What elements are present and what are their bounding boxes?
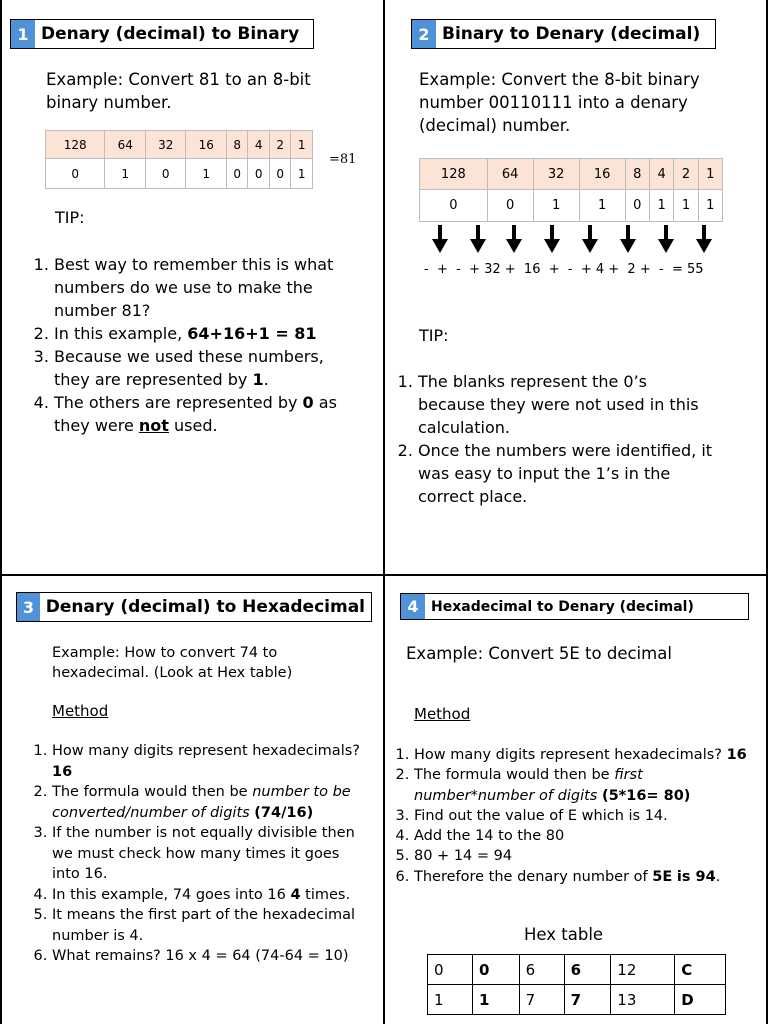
hex-cell: 7 <box>564 985 611 1015</box>
step-text: How many digits represent hexadecimals? <box>52 743 360 759</box>
section-2-bit-table <box>419 158 723 222</box>
step-text: Find out the value of E which is 14. <box>414 807 668 824</box>
section-3-steps <box>30 741 370 967</box>
place-value-cell: 64 <box>105 131 146 159</box>
tip-text: Because we used these numbers, they are represented by <box>54 347 324 389</box>
step-text: It means the first part of the hexadecimal number is 4. <box>52 907 356 944</box>
place-value-cell: 128 <box>420 159 488 190</box>
step-item <box>52 741 370 782</box>
tip-bold: 1 <box>252 370 264 389</box>
down-arrow-icon <box>432 225 448 253</box>
section-4-example: Example: Convert 5E to decimal <box>406 644 672 663</box>
section-4-header <box>400 593 749 620</box>
step-item <box>52 946 370 967</box>
section-2-number: 2 <box>412 20 436 48</box>
section-3-method-label: Method <box>52 702 109 720</box>
hex-cell: 0 <box>472 955 519 985</box>
place-value-cell: 8 <box>226 131 247 159</box>
section-1-bit-table <box>45 130 313 189</box>
hex-cell: 1 <box>472 985 519 1015</box>
step-text: If the number is not equally divisible then we must check how many times it goes into 16. <box>52 825 355 882</box>
step-item <box>414 806 754 826</box>
section-1-title: Denary (decimal) to Binary <box>41 24 300 44</box>
tip-item <box>54 345 342 391</box>
place-value-cell: 16 <box>579 159 625 190</box>
hex-cell: 1 <box>428 985 473 1015</box>
section-1-number: 1 <box>11 20 35 48</box>
step-bold: 16 <box>726 747 747 763</box>
place-value-cell: 128 <box>46 131 105 159</box>
tip-bold: 0 <box>302 393 314 412</box>
tip-text: Once the numbers were identified, it was easy to input the 1’s in the correct place. <box>418 441 713 506</box>
tip-text: . <box>263 370 269 389</box>
step-item <box>414 867 754 887</box>
step-text: How many digits represent hexadecimals? <box>414 747 727 763</box>
step-bold: (74/16) <box>254 804 314 821</box>
bit-row <box>46 159 313 189</box>
step-item <box>52 885 370 906</box>
step-text: Therefore the denary number of <box>414 868 653 885</box>
place-value-cell: 64 <box>487 159 533 190</box>
bit-cell: 0 <box>248 159 269 189</box>
tip-text: used. <box>168 416 218 435</box>
down-arrow-icon <box>582 225 598 253</box>
section-2-tip-label: TIP: <box>419 326 449 345</box>
place-value-cell: 4 <box>248 131 269 159</box>
bit-cell: 0 <box>487 190 533 222</box>
hex-cell: 6 <box>564 955 611 985</box>
hex-cell: 7 <box>519 985 564 1015</box>
bit-cell: 1 <box>105 159 146 189</box>
section-2-example: Example: Convert the 8-bit binary number 00110111 into a denary (decimal) number. <box>419 70 700 135</box>
section-1-header <box>10 19 314 49</box>
bit-cell: 1 <box>698 190 722 222</box>
place-value-cell: 1 <box>291 131 313 159</box>
bit-cell: 1 <box>533 190 579 222</box>
tip-text: as they were <box>54 393 337 435</box>
section-4-title: Hexadecimal to Denary (decimal) <box>431 598 694 615</box>
hex-table <box>427 954 726 1015</box>
bit-cell: 0 <box>625 190 649 222</box>
step-bold: 4 <box>290 886 301 903</box>
place-value-cell: 2 <box>674 159 698 190</box>
section-4-steps <box>392 745 754 887</box>
place-value-cell: 1 <box>698 159 722 190</box>
step-item <box>414 826 754 846</box>
section-2-sum-line: - + - + 32 + 16 + - + 4 + 2 + - = 55 <box>424 262 704 277</box>
bit-cell: 1 <box>579 190 625 222</box>
section-1-example: Example: Convert 81 to an 8-bit binary number. <box>46 70 311 112</box>
step-bold: 5E <box>652 868 673 885</box>
section-4-number: 4 <box>401 594 425 619</box>
step-bold: is 94 <box>676 868 716 885</box>
place-value-row <box>46 131 313 159</box>
step-italic: first number*number of digits <box>414 767 643 804</box>
step-text: Add the 14 to the 80 <box>414 828 565 845</box>
step-text: times. <box>300 886 351 903</box>
tip-text: The others are represented by <box>54 393 303 412</box>
place-value-cell: 32 <box>533 159 579 190</box>
bit-cell: 1 <box>186 159 227 189</box>
section-1-result: =81 <box>329 152 357 167</box>
step-italic: number to be converted/number of digits <box>52 784 351 821</box>
section-3-number: 3 <box>17 593 40 621</box>
place-value-row <box>420 159 723 190</box>
bit-cell: 1 <box>674 190 698 222</box>
hex-cell: 12 <box>611 955 675 985</box>
down-arrow-icon <box>506 225 522 253</box>
place-value-cell: 4 <box>649 159 673 190</box>
down-arrow-icon <box>544 225 560 253</box>
tip-item <box>418 370 716 439</box>
step-item <box>52 905 370 946</box>
hex-cell: 6 <box>519 955 564 985</box>
bit-cell: 1 <box>649 190 673 222</box>
section-1-tips <box>32 253 342 437</box>
tip-text: Best way to remember this is what numbers do we use to make the number 81? <box>54 255 334 320</box>
place-value-cell: 2 <box>269 131 290 159</box>
step-text: In this example, 74 goes into 16 <box>52 886 291 903</box>
bit-cell: 0 <box>226 159 247 189</box>
step-text: The formula would then be <box>52 784 253 800</box>
bit-cell: 0 <box>269 159 290 189</box>
bit-cell: 1 <box>291 159 313 189</box>
tip-text: The blanks represent the 0’s because they were not used in this calculation. <box>418 372 699 437</box>
step-item <box>414 846 754 866</box>
horizontal-divider <box>0 574 768 576</box>
section-3-example: Example: How to convert 74 to hexadecimal. (Look at Hex table) <box>52 645 293 681</box>
step-bold: 16 <box>52 763 73 780</box>
tip-bold-underline: not <box>138 416 169 435</box>
section-3-header <box>16 592 372 622</box>
place-value-cell: 8 <box>625 159 649 190</box>
step-bold: (5*16= 80) <box>601 787 691 804</box>
step-item <box>414 745 754 765</box>
hex-cell: 0 <box>428 955 473 985</box>
down-arrow-icon <box>658 225 674 253</box>
step-item <box>52 782 370 823</box>
step-text: . <box>715 868 721 885</box>
hex-row <box>428 955 726 985</box>
tip-bold: 64+16+1 = 81 <box>187 324 317 343</box>
step-text: 80 + 14 = 94 <box>414 848 513 865</box>
tip-item <box>54 391 342 437</box>
hex-cell: C <box>675 955 726 985</box>
left-border <box>0 0 2 1024</box>
down-arrow-icon <box>470 225 486 253</box>
bit-cell: 0 <box>46 159 105 189</box>
hex-row <box>428 985 726 1015</box>
tip-text: In this example, <box>54 324 188 343</box>
bit-row <box>420 190 723 222</box>
section-2-tips <box>396 370 716 508</box>
vertical-divider <box>383 0 385 1024</box>
down-arrow-icon <box>696 225 712 253</box>
step-text: What remains? 16 x 4 = 64 (74-64 = 10) <box>52 948 349 964</box>
section-2-header <box>411 19 716 49</box>
tip-item <box>418 439 716 508</box>
bit-cell: 0 <box>420 190 488 222</box>
down-arrow-icon <box>620 225 636 253</box>
place-value-cell: 32 <box>145 131 186 159</box>
section-3-title: Denary (decimal) to Hexadecimal <box>45 597 365 617</box>
tip-item <box>54 322 342 345</box>
step-item <box>52 823 370 885</box>
hex-table-title: Hex table <box>524 925 604 944</box>
tip-item <box>54 253 342 322</box>
section-2-title: Binary to Denary (decimal) <box>442 24 701 44</box>
hex-cell: D <box>675 985 726 1015</box>
section-1-tip-label: TIP: <box>55 208 85 227</box>
hex-cell: 13 <box>611 985 675 1015</box>
step-text: The formula would then be <box>414 767 615 784</box>
place-value-cell: 16 <box>186 131 227 159</box>
bit-cell: 0 <box>145 159 186 189</box>
step-item <box>414 765 754 806</box>
section-4-method-label: Method <box>414 705 471 723</box>
